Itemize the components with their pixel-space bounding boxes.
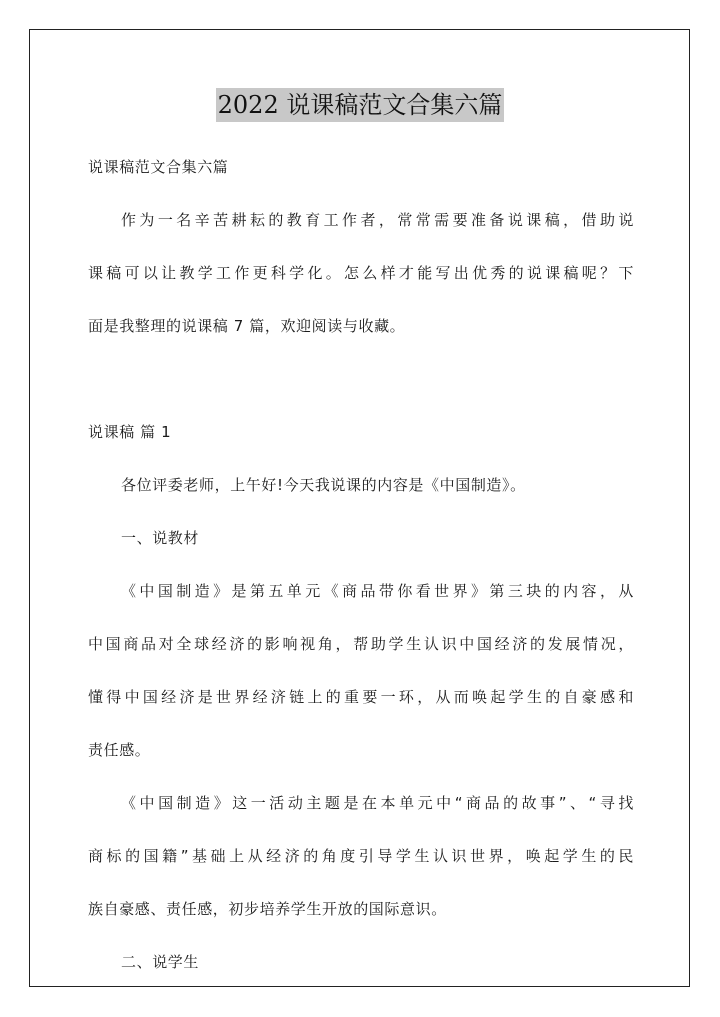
intro-line: 课稿可以让教学工作更科学化。怎么样才能写出优秀的说课稿呢？下 [88, 264, 634, 282]
heading-students: 二、说学生 [121, 953, 200, 971]
heading-teaching-material: 一、说教材 [121, 529, 200, 547]
intro-line: 面是我整理的说课稿 7 篇，欢迎阅读与收藏。 [88, 317, 406, 335]
paragraph-line: 商标的国籍”基础上从经济的角度引导学生认识世界，唤起学生的民 [88, 847, 634, 865]
paragraph-line: 责任感。 [88, 741, 151, 759]
section-heading: 说课稿 篇 1 [88, 423, 172, 441]
document-body [88, 153, 634, 977]
paragraph-line: 《中国制造》这一活动主题是在本单元中“商品的故事”、“寻找 [121, 794, 634, 812]
intro-line: 作为一名辛苦耕耘的教育工作者，常常需要准备说课稿，借助说 [121, 211, 634, 229]
blank-gap [88, 365, 634, 394]
document-subtitle: 说课稿范文合集六篇 [88, 158, 229, 176]
paragraph-line: 《中国制造》是第五单元《商品带你看世界》第三块的内容，从 [121, 582, 634, 600]
greeting-line: 各位评委老师，上午好!今天我说课的内容是《中国制造》。 [121, 476, 526, 494]
title-container [0, 88, 720, 122]
paragraph-line: 族自豪感、责任感，初步培养学生开放的国际意识。 [88, 900, 447, 918]
paragraph-line: 中国商品对全球经济的影响视角，帮助学生认识中国经济的发展情况， [88, 635, 634, 653]
document-title: 2022 说课稿范文合集六篇 [216, 88, 505, 122]
paragraph-line: 懂得中国经济是世界经济链上的重要一环，从而唤起学生的自豪感和 [88, 688, 634, 706]
